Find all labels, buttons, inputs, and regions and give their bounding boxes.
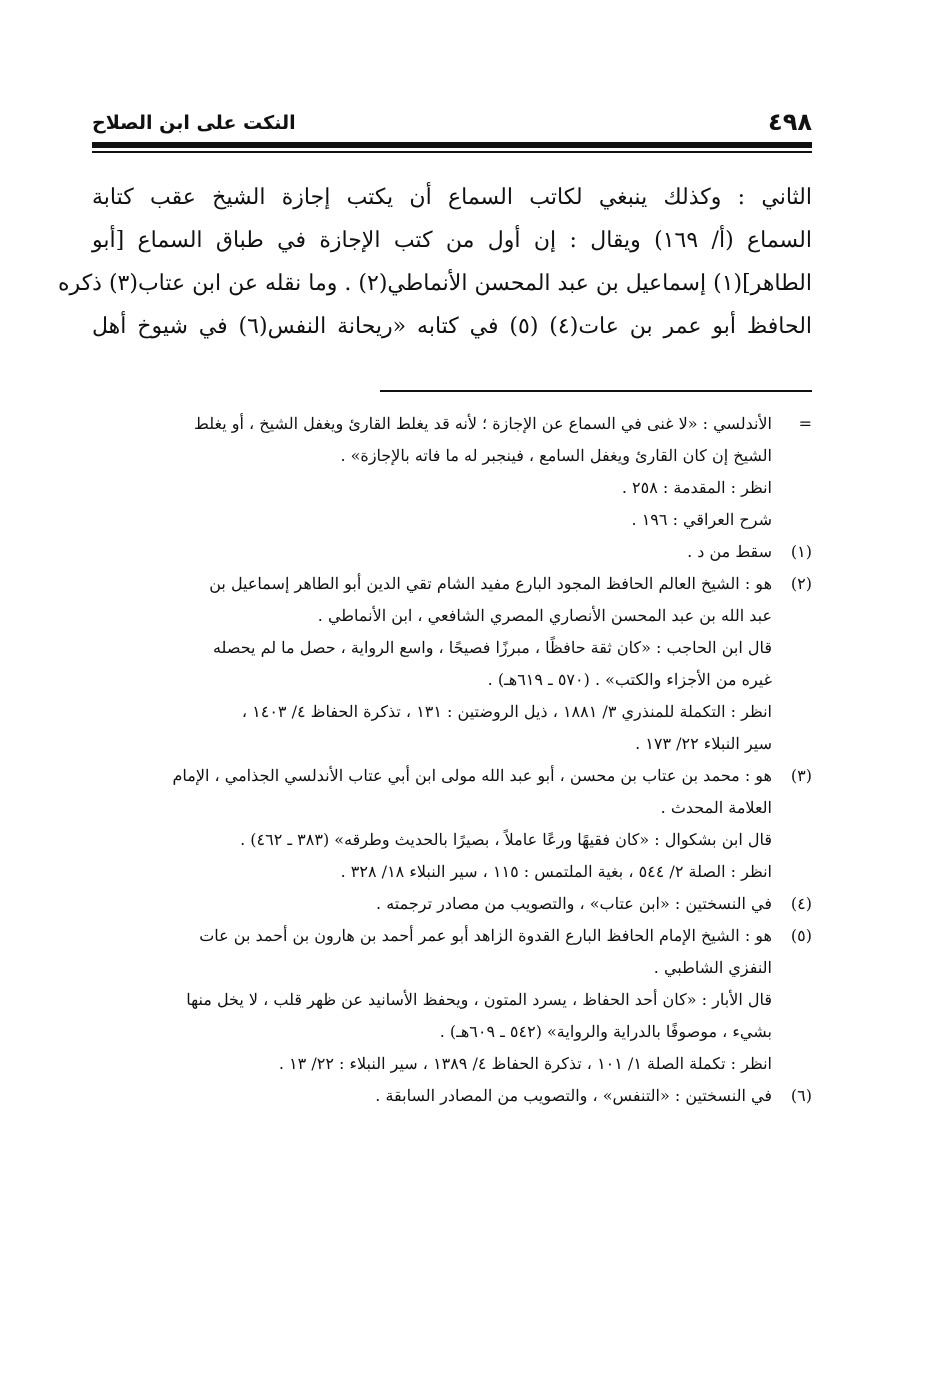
footnote-line: في النسختين : «التنفس» ، والتصويب من المصادر السابقة .	[375, 1086, 772, 1105]
main-text	[58, 176, 813, 348]
footnote-body	[100, 536, 772, 568]
footnote-3	[100, 760, 812, 888]
page-header	[92, 108, 812, 144]
footnote-number: (٢)	[790, 574, 812, 593]
footnote-line: غيره من الأجزاء والكتب» . (٥٧٠ ـ ٦١٩هـ) .	[487, 670, 772, 689]
main-text-line: الحافظ أبو عمر بن عات(٤) (٥) في كتابه «ريحانة النفس(٦) في شيوخ أهل	[92, 314, 813, 339]
page-number: ٤٩٨	[768, 108, 812, 136]
footnote-number: (٣)	[790, 766, 812, 785]
main-text-line: السماع (أ/ ١٦٩) ويقال : إن أول من كتب الإجازة في طباق السماع [أبو	[92, 228, 812, 253]
footnote-line: النفزي الشاطبي .	[653, 958, 772, 977]
footnote-line: انظر : الصلة ٢/ ٥٤٤ ، بغية الملتمس : ١١٥ ، سير النبلاء ١٨/ ٣٢٨ .	[340, 862, 772, 881]
footnote-number: (١)	[790, 542, 812, 561]
footnote-line: انظر : تكملة الصلة ١/ ١٠١ ، تذكرة الحفاظ ٤/ ١٣٨٩ ، سير النبلاء : ٢٢/ ١٣ .	[278, 1054, 772, 1073]
footnote-line: بشيء ، موصوفًا بالدراية والرواية» (٥٤٢ ـ ٦٠٩هـ) .	[439, 1022, 772, 1041]
footnote-line: سقط من د .	[687, 542, 772, 561]
footnote-body	[100, 568, 772, 760]
footnote-line: قال الأبار : «كان أحد الحفاظ ، يسرد المتون ، ويحفظ الأسانيد عن ظهر قلب ، لا يخل منها	[186, 990, 772, 1009]
footnote-line: العلامة المحدث .	[660, 798, 772, 817]
running-title: النكت على ابن الصلاح	[92, 112, 296, 134]
footnote-line: سير النبلاء ٢٢/ ١٧٣ .	[635, 734, 772, 753]
footnote-1	[100, 536, 812, 568]
footnote-line: هو : الشيخ العالم الحافظ المجود البارع مفيد الشام تقي الدين أبو الطاهر إسماعيل بن	[209, 574, 772, 593]
main-paragraph	[58, 176, 813, 348]
footnote-2	[100, 568, 812, 760]
footnote-line: في النسختين : «ابن عتاب» ، والتصويب من مصادر ترجمته .	[376, 894, 772, 913]
footnotes	[100, 408, 812, 1112]
header-rule-thin	[92, 151, 812, 153]
header-rule-thick	[92, 142, 812, 148]
footnote-line: هو : محمد بن عتاب بن محسن ، أبو عبد الله مولى ابن أبي عتاب الأندلسي الجذامي ، الإمام	[172, 766, 772, 785]
footnote-body	[100, 920, 772, 1080]
footnote-line: انظر : التكملة للمنذري ٣/ ١٨٨١ ، ذيل الروضتين : ١٣١ ، تذكرة الحفاظ ٤/ ١٤٠٣ ،	[241, 702, 772, 721]
footnote-body	[100, 760, 772, 888]
footnote-line: هو : الشيخ الإمام الحافظ البارع القدوة الزاهد أبو عمر أحمد بن هارون بن أحمد بن عات	[199, 926, 772, 945]
footnote-line: الأندلسي : «لا غنى في السماع عن الإجازة ؛ لأنه قد يغلط القارئ ويغفل الشيخ ، أو يغلط	[194, 414, 772, 433]
footnote-number: (٦)	[790, 1086, 812, 1105]
footnote-5	[100, 920, 812, 1080]
footnote-line: عبد الله بن عبد المحسن الأنصاري المصري الشافعي ، ابن الأنماطي .	[317, 606, 772, 625]
footnote-line: انظر : المقدمة : ٢٥٨ .	[621, 478, 772, 497]
footnote-marker: =	[798, 414, 812, 433]
footnote-continuation	[100, 408, 812, 536]
footnote-body	[100, 888, 772, 920]
footnote-line: قال ابن الحاجب : «كان ثقة حافظًا ، مبرزًا فصيحًا ، واسع الرواية ، حصل ما لم يحصله	[212, 638, 772, 657]
footnote-6	[100, 1080, 812, 1112]
main-text-line: الثاني : وكذلك ينبغي لكاتب السماع أن يكتب إجازة الشيخ عقب كتابة	[92, 185, 812, 210]
footnote-line: قال ابن بشكوال : «كان فقيهًا ورعًا عاملاً ، بصيرًا بالحديث وطرقه» (٣٨٣ ـ ٤٦٢) .	[240, 830, 772, 849]
footnote-number: (٥)	[790, 926, 812, 945]
footnote-body	[100, 408, 772, 536]
footnote-number: (٤)	[790, 894, 812, 913]
footnote-4	[100, 888, 812, 920]
main-text-line: الطاهر](١) إسماعيل بن عبد المحسن الأنماطي(٢) . وما نقله عن ابن عتاب(٣) ذكره	[58, 271, 812, 296]
footnote-body	[100, 1080, 772, 1112]
footnote-line: الشيخ إن كان القارئ ويغفل السامع ، فينجبر له ما فاته بالإجازة» .	[340, 446, 772, 465]
footnote-separator	[380, 390, 812, 392]
footnote-line: شرح العراقي : ١٩٦ .	[631, 510, 772, 529]
